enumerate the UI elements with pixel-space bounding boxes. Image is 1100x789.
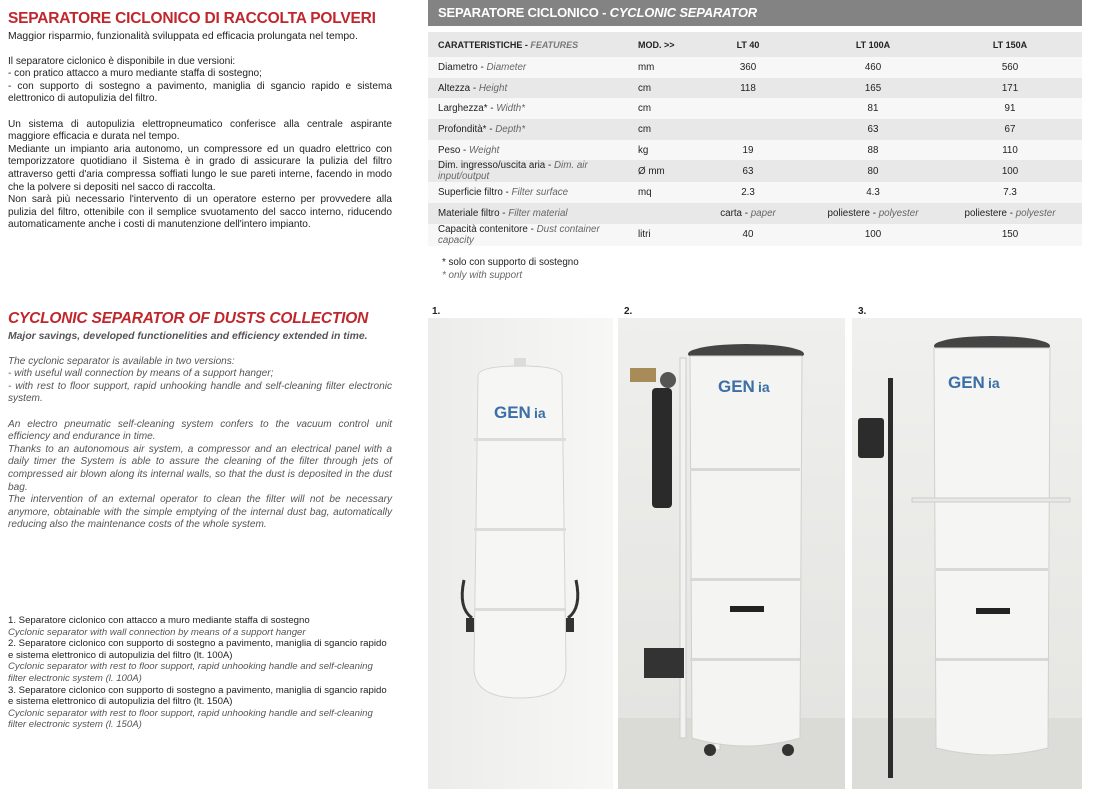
spec-unit: mm xyxy=(638,61,655,73)
italian-section xyxy=(8,10,392,232)
spec-value: 165 xyxy=(864,82,882,94)
spec-unit: mq xyxy=(638,187,652,199)
spec-row xyxy=(428,203,1082,224)
spec-value: 81 xyxy=(867,103,879,115)
spec-row xyxy=(428,182,1082,203)
spec-header-en: CYCLONIC SEPARATOR xyxy=(609,5,757,20)
table-note xyxy=(442,256,579,282)
spec-value: poliestere - polyester xyxy=(964,207,1056,219)
spec-value: 118 xyxy=(740,82,756,94)
english-paragraph: - with useful wall connection by means of a support hanger; xyxy=(8,368,274,380)
brand-logo: ia xyxy=(758,379,770,395)
spec-value: 67 xyxy=(1004,123,1016,135)
spec-row-label: Capacità contenitore - Dust container capacity xyxy=(438,223,600,246)
brand-logo: ia xyxy=(534,405,546,421)
spec-header xyxy=(428,0,1082,26)
spec-value: 7.3 xyxy=(1003,187,1017,199)
spec-value: 100 xyxy=(1001,165,1019,177)
spec-value: 40 xyxy=(742,229,754,241)
spec-value: 63 xyxy=(867,123,879,135)
spec-unit: cm xyxy=(638,123,652,135)
english-paragraph: The cyclonic separator is available in two versions: xyxy=(8,355,235,367)
spec-value: poliestere - polyester xyxy=(827,207,919,219)
spec-row-label: Altezza - Height xyxy=(438,82,508,94)
spec-row xyxy=(428,119,1082,140)
spec-header-it: SEPARATORE CICLONICO - xyxy=(438,5,610,20)
italian-title: SEPARATORE CICLONICO DI RACCOLTA POLVERI xyxy=(8,10,376,27)
spec-row-label: Profondità* - Depth* xyxy=(438,123,526,135)
spec-unit: Ø mm xyxy=(638,165,665,177)
spec-unit: litri xyxy=(638,229,651,241)
model-label: MOD. >> xyxy=(638,39,675,50)
spec-row-label: Larghezza* - Width* xyxy=(438,103,526,115)
brand-logo: ia xyxy=(988,375,1000,391)
spec-row xyxy=(428,57,1082,78)
photo-captions xyxy=(8,615,392,731)
caption-it: 2. Separatore ciclonico con supporto di sostegno a pavimento, maniglia di sgancio rapido e sistema elettronico di autopulizia del filtro (lt. 100A) xyxy=(8,638,387,661)
spec-value: 171 xyxy=(1001,82,1019,94)
spec-unit: cm xyxy=(638,103,652,115)
spec-value: 110 xyxy=(1002,144,1018,156)
spec-value xyxy=(688,98,808,119)
caption-en: Cyclonic separator with rest to floor support, rapid unhooking handle and self-cleaning filter electronic system (l. 100A) xyxy=(8,661,373,684)
spec-value: 100 xyxy=(864,229,882,241)
model-header: LT 150A xyxy=(992,39,1028,50)
spec-value: 91 xyxy=(1004,103,1016,115)
spec-value: 63 xyxy=(742,165,754,177)
english-paragraph: - with rest to floor support, rapid unhooking handle and self-cleaning filter electronic system. xyxy=(8,380,392,405)
english-paragraph: The intervention of an external operator to clean the filter will not be necessary anymore, obtainable with the simple emptying of the internal dust bag, automatically reducing also the maintenance costs of the whole system. xyxy=(8,494,392,531)
photo-label: 3. xyxy=(858,306,867,317)
italian-paragraph: Il separatore ciclonico è disponibile in due versioni: xyxy=(8,55,236,67)
caption-en: Cyclonic separator with wall connection by means of a support hanger xyxy=(8,626,306,638)
brand-logo: GEN xyxy=(718,377,755,396)
spec-row xyxy=(428,78,1082,99)
spec-row-label: Superficie filtro - Filter surface xyxy=(438,187,569,199)
spec-value xyxy=(688,119,808,140)
spec-row xyxy=(428,98,1082,119)
english-title: CYCLONIC SEPARATOR OF DUSTS COLLECTION xyxy=(8,310,369,327)
italian-paragraph: Non sarà più necessario l'intervento di un operatore esterno per provvedere alla pulizia del filtro, ottenibile con il semplice svuotamento del sacco interno, riducendo automaticamente anche i costi di manutenzione dell'intero impianto. xyxy=(8,194,392,231)
spec-row xyxy=(428,140,1082,161)
brand-logo: GEN xyxy=(494,403,531,422)
spec-value: 88 xyxy=(867,144,879,156)
spec-row-label: Materiale filtro - Filter material xyxy=(438,207,568,219)
table-header-row xyxy=(428,32,1082,57)
caption-it: 1. Separatore ciclonico con attacco a muro mediante staffa di sostegno xyxy=(8,615,310,626)
spec-row xyxy=(428,224,1082,246)
spec-value: 19 xyxy=(742,144,754,156)
spec-value: 360 xyxy=(739,61,757,73)
spec-value: 4.3 xyxy=(866,187,880,199)
italian-paragraph: - con supporto di sostegno a pavimento, maniglia di sgancio rapido e sistema elettronico di autopulizia del filtro. xyxy=(8,80,392,105)
english-paragraph: Thanks to an autonomous air system, a compressor and an electrical panel with a daily timer the System is able to assure the cleaning of the filter through jets of compressed air blown along its internal walls, so that the dust is deposited in the dust bag. xyxy=(8,443,392,493)
note-it: * solo con supporto di sostegno xyxy=(442,257,579,268)
spec-unit: kg xyxy=(638,144,649,156)
spec-unit: cm xyxy=(638,82,652,94)
spec-value: 150 xyxy=(1001,229,1019,241)
brand-logo: GEN xyxy=(948,373,985,392)
spec-value: 460 xyxy=(864,61,882,73)
photo-floor-separator-100A xyxy=(618,318,845,789)
caption-it: 3. Separatore ciclonico con supporto di sostegno a pavimento, maniglia di sgancio rapido e sistema elettronico di autopulizia del filtro (lt. 150A) xyxy=(8,684,387,708)
spec-row-label: Dim. ingresso/uscita aria - Dim. air input/output xyxy=(438,160,588,183)
italian-subtitle: Maggior risparmio, funzionalità sviluppata ed efficacia prolungata nel tempo. xyxy=(8,31,358,42)
spec-value: carta - paper xyxy=(720,207,776,219)
photo-label: 1. xyxy=(432,306,441,317)
spec-unit xyxy=(628,203,688,224)
photo-floor-separator-150A xyxy=(852,318,1082,789)
spec-table xyxy=(428,32,1082,246)
features-label: CARATTERISTICHE - FEATURES xyxy=(438,39,579,50)
spec-row-label: Diametro - Diameter xyxy=(438,61,527,73)
spec-row-label: Peso - Weight xyxy=(438,144,500,156)
spec-panel xyxy=(428,0,1082,246)
photo-label: 2. xyxy=(624,306,633,317)
model-header: LT 40 xyxy=(736,39,760,50)
spec-value: 560 xyxy=(1001,61,1019,73)
spec-value: 80 xyxy=(867,165,879,177)
english-section xyxy=(8,310,392,532)
italian-paragraph: Un sistema di autopulizia elettropneumatico conferisce alla centrale aspirante maggiore efficacia e durata nel tempo. xyxy=(8,118,392,143)
photo-wall-mounted-separator xyxy=(428,318,613,789)
note-en: * only with support xyxy=(442,270,523,281)
caption-en: Cyclonic separator with rest to floor support, rapid unhooking handle and self-cleaning filter electronic system (l. 150A) xyxy=(8,707,373,731)
model-header: LT 100A xyxy=(855,39,891,50)
english-subtitle: Major savings, developed functionelities and efficiency extended in time. xyxy=(8,331,368,342)
italian-paragraph: Mediante un impianto aria autonomo, un compressore ed un quadro elettrico con temporizzatore quotidiano il Sistema è in grado di assicurare la pulizia del filtro attraverso getti d'aria compressa soffiati lungo le sue pareti interne, facendo in modo che la polvere si depositi nel sacco di raccolta. xyxy=(8,143,392,193)
spec-row xyxy=(428,160,1082,182)
english-paragraph: An electro pneumatic self-cleaning system confers to the vacuum control unit efficiency and endurance in time. xyxy=(8,418,392,443)
spec-value: 2.3 xyxy=(741,187,755,199)
italian-paragraph: - con pratico attacco a muro mediante staffa di sostegno; xyxy=(8,68,262,80)
